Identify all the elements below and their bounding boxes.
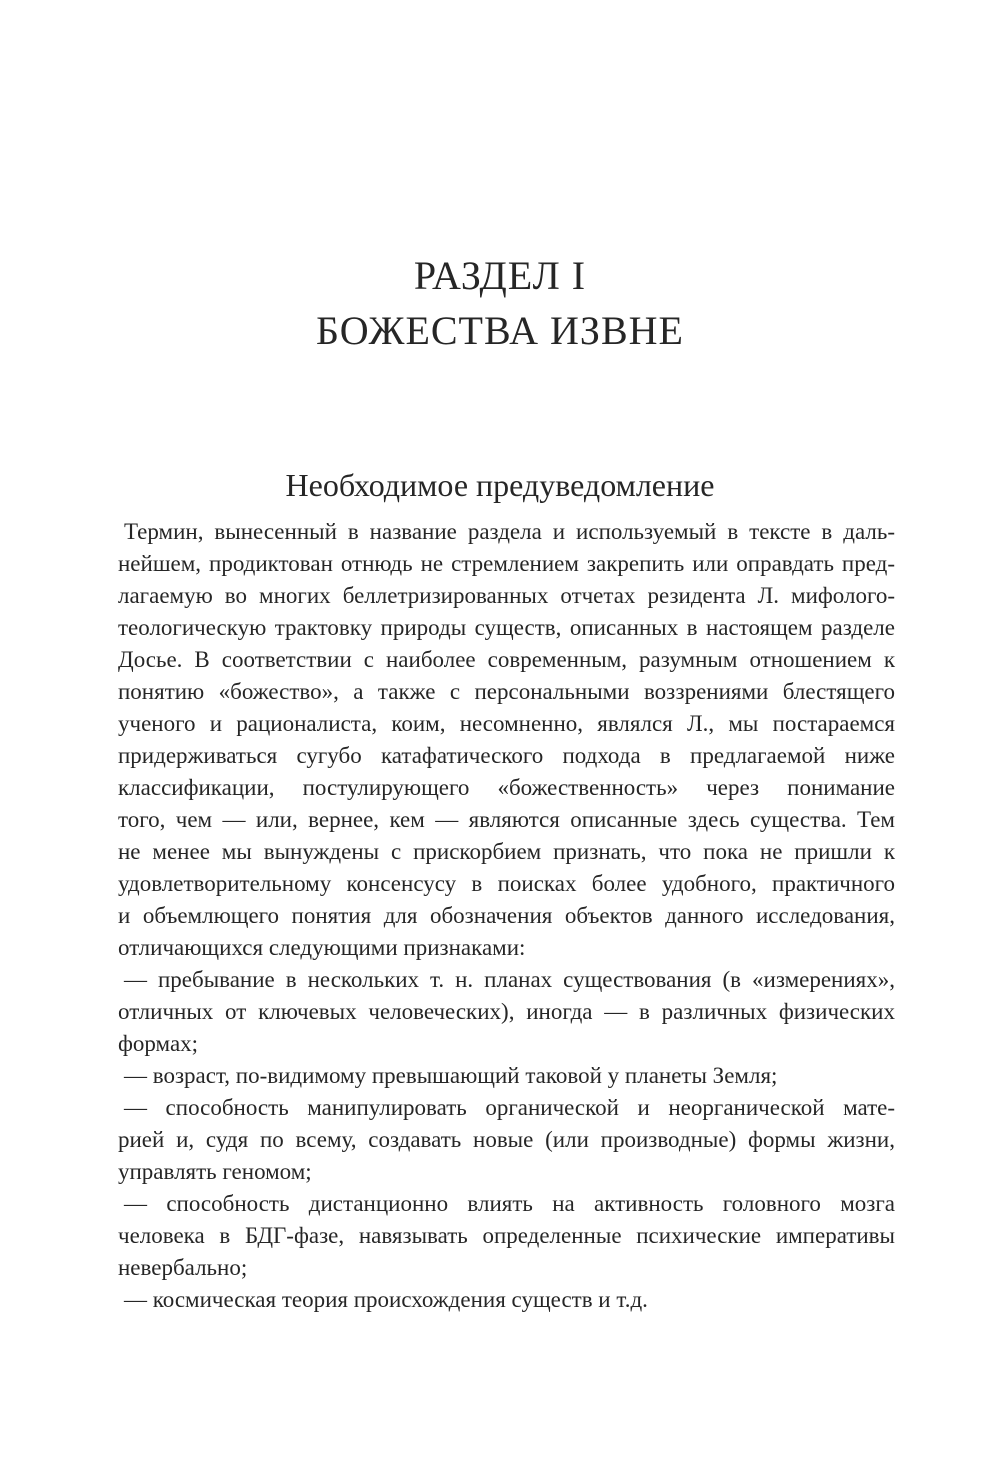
text-line: управлять геномом;: [118, 1159, 312, 1184]
text-line: понятию «божество», а также с персональными воззрениями блестящего: [118, 679, 895, 704]
list-item-line: — способность дистанционно влиять на активность головного мозга: [124, 1191, 895, 1216]
text-line: нейшем, продиктован отнюдь не стремлением закрепить или оправдать пред-: [118, 551, 895, 576]
text-line: человека в БДГ-фазе, навязывать определенные психические императивы: [118, 1223, 895, 1248]
text-line: придерживаться сугубо катафатического подхода в предлагаемой ниже: [118, 743, 895, 768]
text-line: удовлетворительному консенсусу в поисках более удобного, практичного: [118, 871, 895, 896]
text-line: формах;: [118, 1031, 199, 1056]
text-line: невербально;: [118, 1255, 248, 1280]
text-line: рией и, судя по всему, создавать новые (или производные) формы жизни,: [118, 1127, 895, 1152]
text-line: не менее мы вынуждены с прискорбием признать, что пока не пришли к: [118, 839, 895, 864]
text-line: того, чем — или, вернее, кем — являются описанные здесь существа. Тем: [118, 807, 895, 832]
text-line: и объемлющего понятия для обозначения объектов данного исследования,: [118, 903, 895, 928]
text-line: классификации, постулирующего «божественность» через понимание: [118, 775, 895, 800]
text-line: Термин, вынесенный в название раздела и используемый в тексте в даль-: [124, 519, 895, 544]
text-line: отличающихся следующими признаками:: [118, 935, 526, 960]
text-line: теологическую трактовку природы существ, описанных в настоящем разделе: [118, 615, 895, 640]
list-item-line: — пребывание в нескольких т. н. планах существования (в «измерениях»,: [124, 967, 895, 992]
list-item-line: — возраст, по-видимому превышающий таковой у планеты Земля;: [124, 1063, 778, 1088]
section-heading: Необходимое предуведомление: [285, 467, 715, 503]
part-title: БОЖЕСТВА ИЗВНЕ: [316, 308, 684, 353]
text-line: отличных от ключевых человеческих), иногда — в различных физических: [118, 999, 895, 1024]
text-line: Досье. В соответствии с наиболее современным, разумным отношением к: [118, 647, 895, 672]
part-number: РАЗДЕЛ I: [413, 253, 587, 298]
list-item-line: — космическая теория происхождения существ и т.д.: [124, 1287, 648, 1312]
text-line: лагаемую во многих беллетризированных отчетах резидента Л. мифолого-: [118, 583, 895, 608]
text-line: ученого и рационалиста, коим, несомненно, являлся Л., мы постараемся: [118, 711, 895, 736]
list-item-line: — способность манипулировать органической и неорганической мате-: [124, 1095, 895, 1120]
